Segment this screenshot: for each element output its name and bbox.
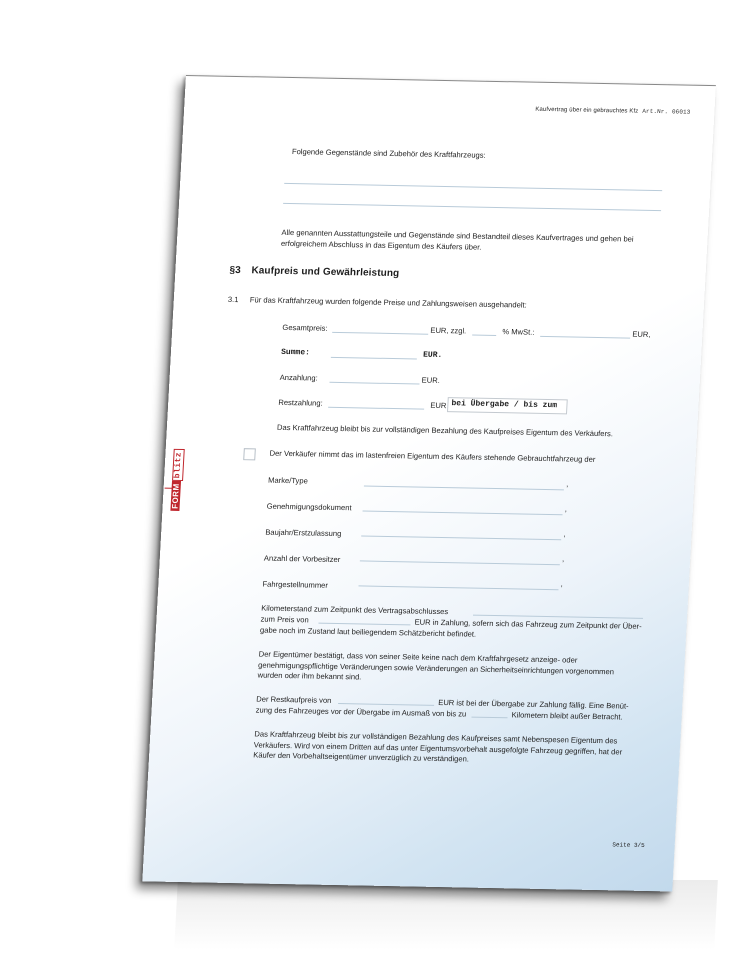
km-line-3: gabe noch im Zustand laut beiliegendem Schätzbericht befindet. [259,625,477,639]
restzahlung-field[interactable] [328,407,424,410]
summe-label: Summe: [280,347,311,358]
field-label: Baujahr/Erstzulassung [265,527,342,539]
document-page [142,75,716,891]
rest-line-1-b: EUR ist bei der Übergabe zur Zahlung fällig. Eine Benüt- [438,697,629,711]
trade-in-intro: Der Verkäufer nimmt das im lastenfreien Eigentum des Käufers stehende Gebrauchtfahrzeug der [269,448,596,464]
field-suffix: , [560,579,564,589]
section-title: Kaufpreis und Gewährleistung [251,265,400,280]
rest-line-1-a: Der Restkaufpreis von [256,694,332,705]
gesamtpreis-field[interactable] [332,332,428,335]
page-header [535,106,690,116]
baujahr-field[interactable] [361,535,561,540]
gesamtpreis-label: Gesamtpreis: [282,322,328,333]
page-number: Seite 3/5 [612,841,645,849]
vorbesitzer-field[interactable] [360,560,560,565]
final-paragraph: Das Kraftfahrzeug bleibt bis zur vollständigen Bezahlung des Kaufpreises samt Nebenspesen Eigentum des Verkäufers. Wird von einem Dritten auf das unter Eigentumsvorbehalt ausgefolgte Fahrzeug gegriffen, hat der Käufer den Vorbehaltseigentümer unverzüglich zu verständigen. [253,729,623,764]
marke-type-field[interactable] [364,485,564,490]
anzahlung-field[interactable] [329,382,419,385]
genehmigungsdokument-field[interactable] [363,510,563,515]
mwst-eur: EUR, [632,329,651,339]
summe-eur: EUR. [422,350,443,360]
restzahlung-eur: EUR [430,400,447,411]
field-label: Anzahl der Vorbesitzer [263,553,341,565]
restzahlung-label: Restzahlung: [278,397,323,408]
field-label: Marke/Type [267,475,309,486]
field-suffix: , [565,479,569,489]
owner-paragraph: Der Eigentümer bestätigt, dass von seiner Seite keine nach dem Kraftfahrgesetz anzeige- oder genehmigungspflichtige Veränderungen sowie Veränderungen an Sicherheitseinrichtungen vorgenommen wurden oder ihm bekannt sind. [257,649,615,682]
field-label: Fahrgestellnummer [262,579,329,590]
section-number: §3 [229,264,242,277]
formblitz-logo [170,449,183,511]
kilometer-field[interactable] [471,717,507,719]
km-line-1: Kilometerstand zum Zeitpunkt des Vertragsabschlusses [260,603,449,617]
header-artnr: Art.Nr. 06013 [642,107,691,116]
field-label: Genehmigungsdokument [266,501,352,513]
gesamtpreis-eur-zzgl: EUR, zzgl. [430,325,467,336]
accessories-intro: Folgende Gegenstände sind Zubehör des Kraftfahrzeugs: [291,147,486,160]
km-line-2-a: zum Preis von [260,614,309,625]
logo-form-text: FORM [170,483,181,509]
restzahlung-option: bei Übergabe / bis zum [451,399,558,411]
fahrgestellnummer-field[interactable] [358,585,558,590]
rest-line-2-a: zung des Fahrzeuges vor der Übergabe im Ausmaß von bis zu [255,705,467,719]
mwst-amount-field[interactable] [540,336,630,339]
trade-in-checkbox[interactable] [243,448,256,460]
logo-blitz-text: blitz [172,449,185,482]
clause-number: 3.1 [227,294,239,305]
km-line-2-b: EUR in Zahlung, sofern sich das Fahrzeug zum Zeitpunkt der Über- [414,617,642,631]
accessories-line-1[interactable] [284,183,662,191]
anzahlung-label: Anzahlung: [279,372,318,383]
field-suffix: , [561,554,565,564]
eigentum-text: Das Kraftfahrzeug bleibt bis zur vollständigen Bezahlung des Kaufpreises Eigentum des Verkäufers. [276,422,614,439]
mwst-label: % MwSt.: [502,327,535,337]
field-suffix: , [564,504,568,514]
accessories-paragraph: Alle genannten Ausstattungsteile und Gegenstände sind Bestandteil dieses Kaufvertrages und gehen bei erfolgreichem Abschluss in das Eigentum des Käufers über. [280,227,634,252]
accessories-line-2[interactable] [283,203,661,211]
rest-line-2-b: Kilometern bleibt außer Betracht. [511,710,623,722]
header-title: Kaufvertrag über ein gebrauchtes Kfz [535,106,639,115]
anzahlung-eur: EUR. [421,375,441,385]
summe-field[interactable] [331,357,417,360]
field-suffix: , [563,529,566,539]
mwst-percent-field[interactable] [472,335,496,336]
clause-text: Für das Kraftfahrzeug wurden folgende Preise und Zahlungsweisen ausgehandelt: [249,295,528,310]
